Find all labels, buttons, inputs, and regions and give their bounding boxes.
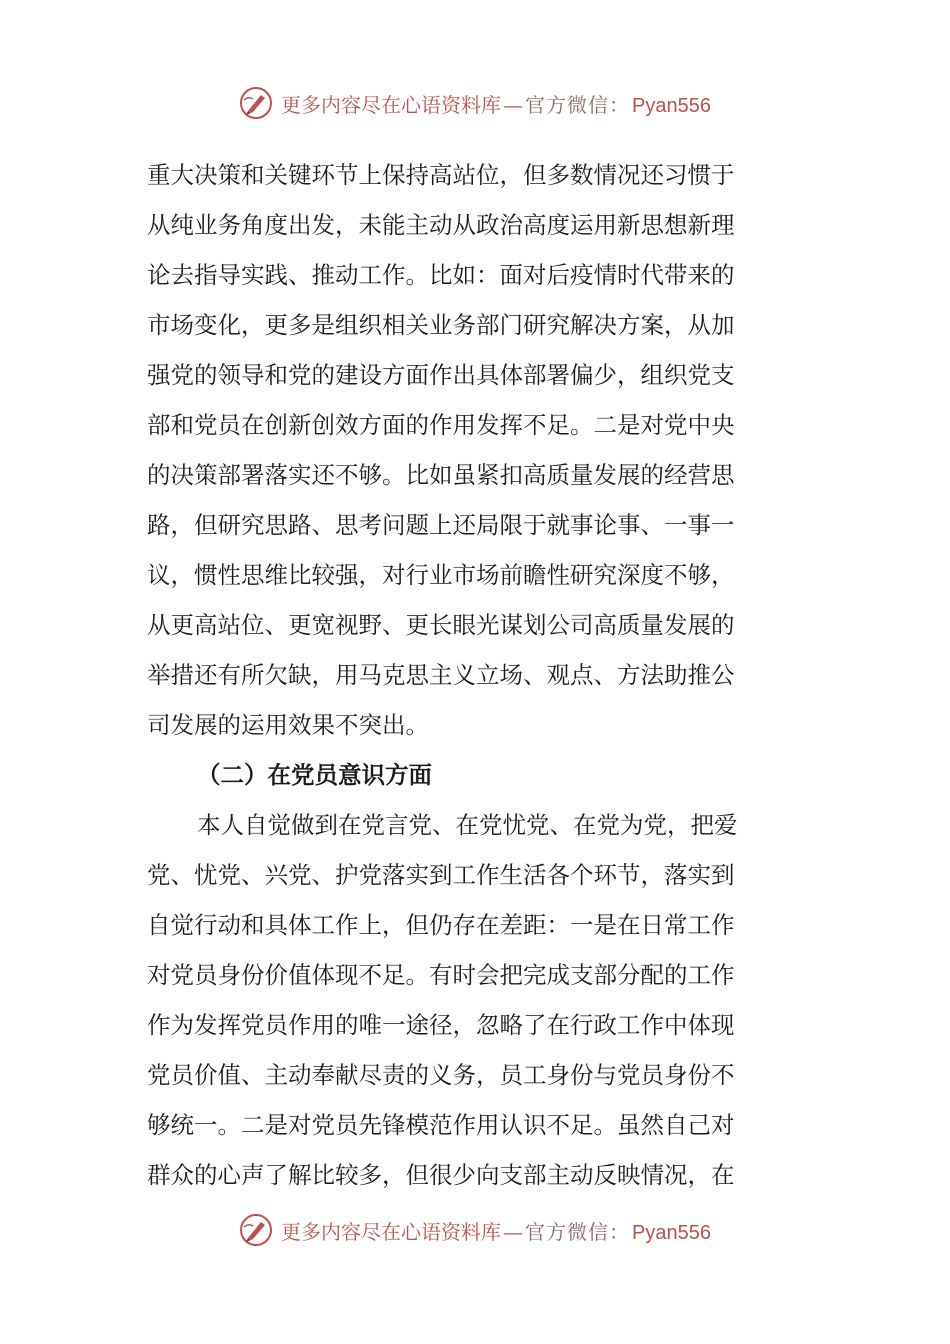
text-line: 够统一。二是对党员先锋模范作用认识不足。虽然自己对 <box>147 1111 735 1139</box>
text-line: 作为发挥党员作用的唯一途径，忽略了在行政工作中体现 <box>147 1011 735 1039</box>
text-line: 群众的心声了解比较多，但很少向支部主动反映情况，在 <box>147 1161 735 1189</box>
text-line: 本人自觉做到在党言党、在党忧党、在党为党，把爱 <box>197 811 738 839</box>
text-line: 举措还有所欠缺，用马克思主义立场、观点、方法助推公 <box>147 661 735 689</box>
text-line: 对党员身份价值体现不足。有时会把完成支部分配的工作 <box>147 961 735 989</box>
text-line: 议，惯性思维比较强，对行业市场前瞻性研究深度不够， <box>147 561 735 589</box>
banner-wechat-id: Pyan556 <box>632 1221 711 1244</box>
text-line: 从纯业务角度出发，未能主动从政治高度运用新思想新理 <box>147 211 735 239</box>
banner-wechat-id: Pyan556 <box>632 94 711 117</box>
pen-logo-icon <box>239 1213 273 1247</box>
text-line: 强党的领导和党的建设方面作出具体部署偏少，组织党支 <box>147 361 735 389</box>
text-line: 司发展的运用效果不突出。 <box>147 711 429 739</box>
footer-banner <box>0 1210 950 1250</box>
text-line: 论去指导实践、推动工作。比如：面对后疫情时代带来的 <box>147 261 735 289</box>
text-line: 重大决策和关键环节上保持高站位，但多数情况还习惯于 <box>147 161 735 189</box>
text-line: 党、忧党、兴党、护党落实到工作生活各个环节，落实到 <box>147 861 735 889</box>
text-line: 党员价值、主动奉献尽责的义务，员工身份与党员身份不 <box>147 1061 735 1089</box>
text-line: 自觉行动和具体工作上，但仍存在差距：一是在日常工作 <box>147 911 735 939</box>
text-line: 路，但研究思路、思考问题上还局限于就事论事、一事一 <box>147 511 735 539</box>
text-line: 市场变化，更多是组织相关业务部门研究解决方案，从加 <box>147 311 735 339</box>
pen-logo-icon <box>239 86 273 120</box>
banner-dash: — <box>503 1219 524 1244</box>
header-banner <box>0 83 950 123</box>
banner-wechat-label: 官方微信： <box>525 1219 631 1244</box>
document-body <box>147 150 807 1200</box>
banner-dash: — <box>503 92 524 117</box>
text-line: 的决策部署落实还不够。比如虽紧扣高质量发展的经营思 <box>147 461 735 489</box>
banner-wechat-label: 官方微信： <box>525 92 631 117</box>
banner-title: 更多内容尽在心语资料库 <box>281 92 502 117</box>
banner-title: 更多内容尽在心语资料库 <box>281 1219 502 1244</box>
text-line: 部和党员在创新创效方面的作用发挥不足。二是对党中央 <box>147 411 735 439</box>
section-heading: （二）在党员意识方面 <box>197 761 432 789</box>
text-line: 从更高站位、更宽视野、更长眼光谋划公司高质量发展的 <box>147 611 735 639</box>
